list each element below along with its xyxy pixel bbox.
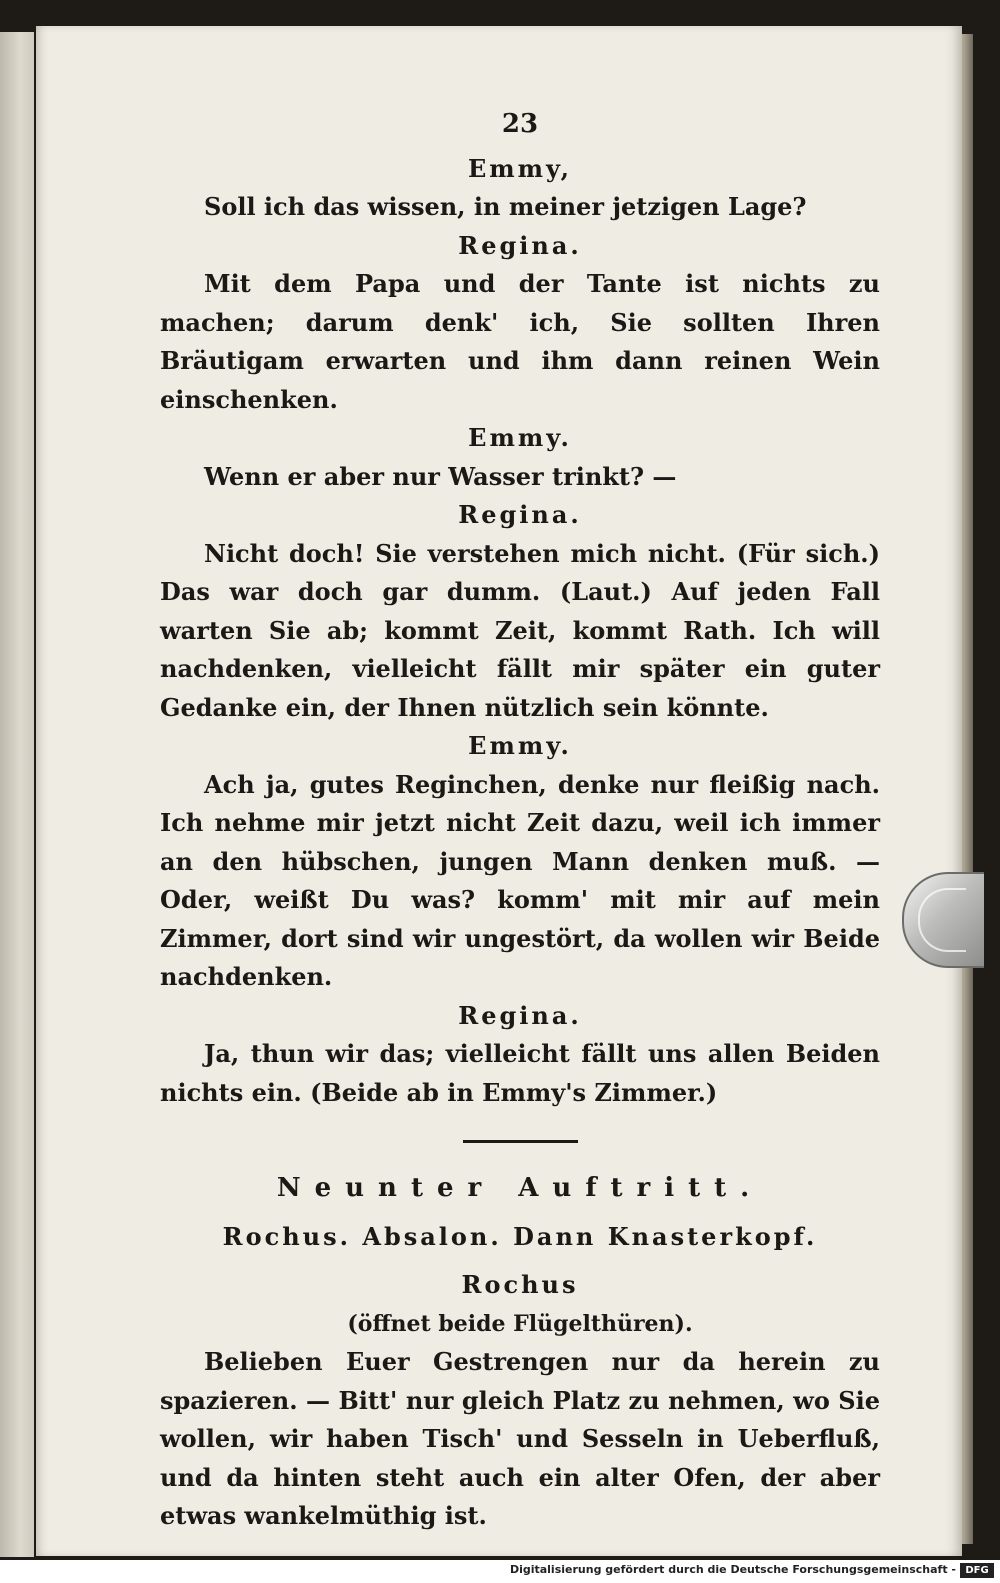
speaker-label: Regina. [458,1000,582,1030]
scene-characters: Rochus. Absalon. Dann Knasterkopf. [222,1221,818,1251]
funding-notice: Digitalisierung gefördert durch die Deutsche Forschungsgemeinschaft - [509,1563,956,1576]
speaker-label: Regina. [458,230,582,260]
page-text [160,105,880,1536]
dialogue-paragraph: Wenn er aber nur Wasser trinkt? — [204,461,677,491]
dfg-logo: DFG [960,1563,994,1578]
digitization-footer [0,1560,1000,1583]
dialogue-paragraph: Ja, thun wir das; vielleicht fällt uns allen Beiden nichts ein. (Beide ab in Emmy's Zimmer.) [160,1039,880,1107]
left-page-edge [0,32,34,1557]
dialogue-paragraph: Belieben Euer Gestrengen nur da herein zu spazieren. — Bitt' nur gleich Platz zu nehmen, wo Sie wollen, wir haben Tisch' und Sesseln in Ueberfluß, und da hinten steht auch ein alter Ofen, der aber etwas wankelmüthig ist. [160,1347,880,1530]
dialogue-paragraph: Ach ja, gutes Reginchen, denke nur fleißig nach. Ich nehme mir jetzt nicht Zeit dazu, weil ich immer an den hübschen, jungen Mann denken muß. — Oder, weißt Du was? komm' mit mir auf mein Zimmer, dort sind wir ungestört, da wollen wir Beide nachdenken. [160,769,880,991]
speaker-label: Regina. [458,500,582,529]
paper-clip-icon [902,872,984,968]
speaker-label: Emmy. [468,731,572,760]
page-number: 23 [501,109,539,139]
dialogue-paragraph: Soll ich das wissen, in meiner jetzigen Lage? [204,192,807,221]
stage-direction: (öffnet beide Flügelthüren). [347,1310,693,1337]
section-divider [463,1140,578,1143]
dialogue-paragraph: Nicht doch! Sie verstehen mich nicht. (Für sich.) Das war doch gar dumm. (Laut.) Auf jeden Fall warten Sie ab; kommt Zeit, kommt Rath. Ich will nachdenken, vielleicht fällt mir später ein guter Gedanke ein, der Ihnen nützlich sein könnte. [160,538,880,722]
speaker-label: Emmy, [467,153,573,183]
dialogue-paragraph: Mit dem Papa und der Tante ist nichts zu machen; darum denk' ich, Sie sollten Ihren Bräutigam erwarten und ihm dann reinen Wein einschenken. [160,269,880,414]
scene-heading: Neunter Auftritt. [276,1173,764,1203]
speaker-label: Emmy. [468,423,572,452]
speaker-label: Rochus [461,1270,579,1299]
